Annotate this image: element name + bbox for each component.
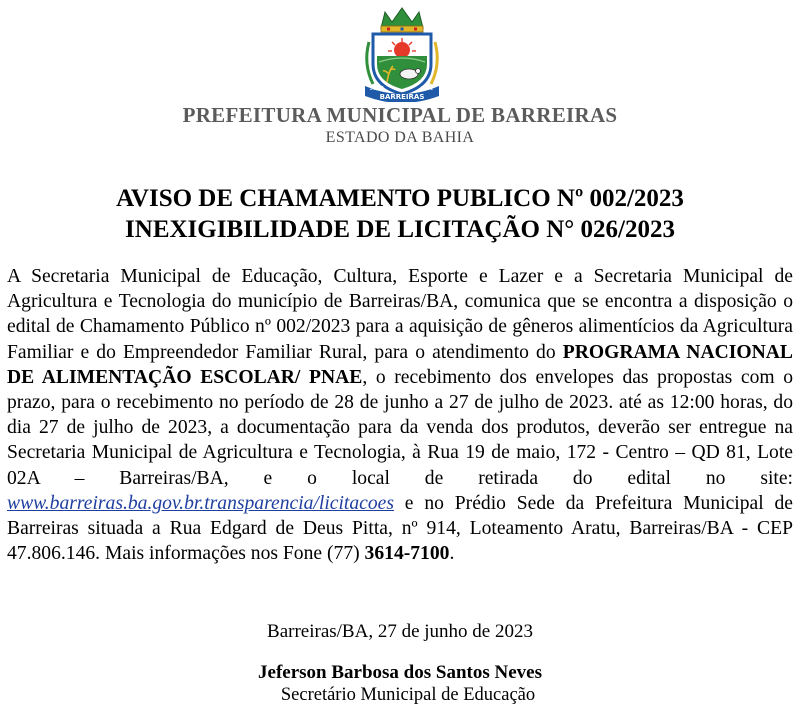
notice-title: AVISO DE CHAMAMENTO PUBLICO Nº 002/2023 bbox=[116, 185, 684, 212]
contact-phone: 3614-7100 bbox=[364, 543, 450, 565]
notice-body bbox=[7, 264, 793, 566]
organization-state: ESTADO DA BAHIA bbox=[325, 129, 475, 146]
signer-name: Jeferson Barbosa dos Santos Neves bbox=[258, 662, 542, 683]
body-text-end: . bbox=[449, 543, 455, 565]
svg-text:26/05: 26/05 bbox=[369, 86, 385, 92]
program-name: PROGRAMA NACIONAL DE ALIMENTAÇÃO ESCOLAR/ PNAE bbox=[7, 341, 793, 388]
edital-website-link[interactable]: www.barreiras.ba.gov.br.transparencia/licitacoes bbox=[7, 492, 394, 514]
notice-date: Barreiras/BA, 27 de junho de 2023 bbox=[267, 621, 533, 642]
signer-role: Secretário Municipal de Educação bbox=[280, 685, 536, 705]
crest-ribbon-text: BARREIRAS bbox=[379, 93, 425, 101]
notice-subtitle: INEXIGIBILIDADE DE LICITAÇÃO N° 026/2023 bbox=[125, 216, 675, 243]
body-text-intro: A Secretaria Municipal de Educação, Cultura, Esporte e Lazer e a Secretaria Municipal de Agricultura e Tecnologia do município de Barreiras/BA, comunica que se encontra a disposição o edital de Chamamento Público nº 002/2023 para a aquisição de gêneros alimentícios da Agricultura Familiar e do Empreendedor Familiar Rural, para o atendimento do bbox=[7, 266, 793, 363]
body-text-deadline: , o recebimento dos envelopes das propostas com o prazo, para o recebimento no período de 28 de junho a 27 de julho de 2023. até as 12:00 horas, do dia 27 de julho de 2023, a documentação para da venda dos produtos, deverão ser entregue na Secretaria Municipal de Agricultura e Tecnologia, à Rua 19 de maio, 172 - Centro – QD 81, Lote 02A – Barreiras/BA, e o local de retirada do edital no site: bbox=[7, 366, 794, 489]
organization-name: PREFEITURA MUNICIPAL DE BARREIRAS bbox=[182, 103, 618, 127]
svg-text:1891: 1891 bbox=[420, 86, 434, 92]
municipal-coat-of-arms-icon bbox=[359, 2, 445, 102]
body-text-address: e no Prédio Sede da Prefeitura Municipal de Barreiras situada a Rua Edgard de Deus Pitta, nº 914, Loteamento Aratu, Barreiras/BA - CEP 47.806.146. Mais informações nos Fone (77) bbox=[7, 492, 793, 565]
